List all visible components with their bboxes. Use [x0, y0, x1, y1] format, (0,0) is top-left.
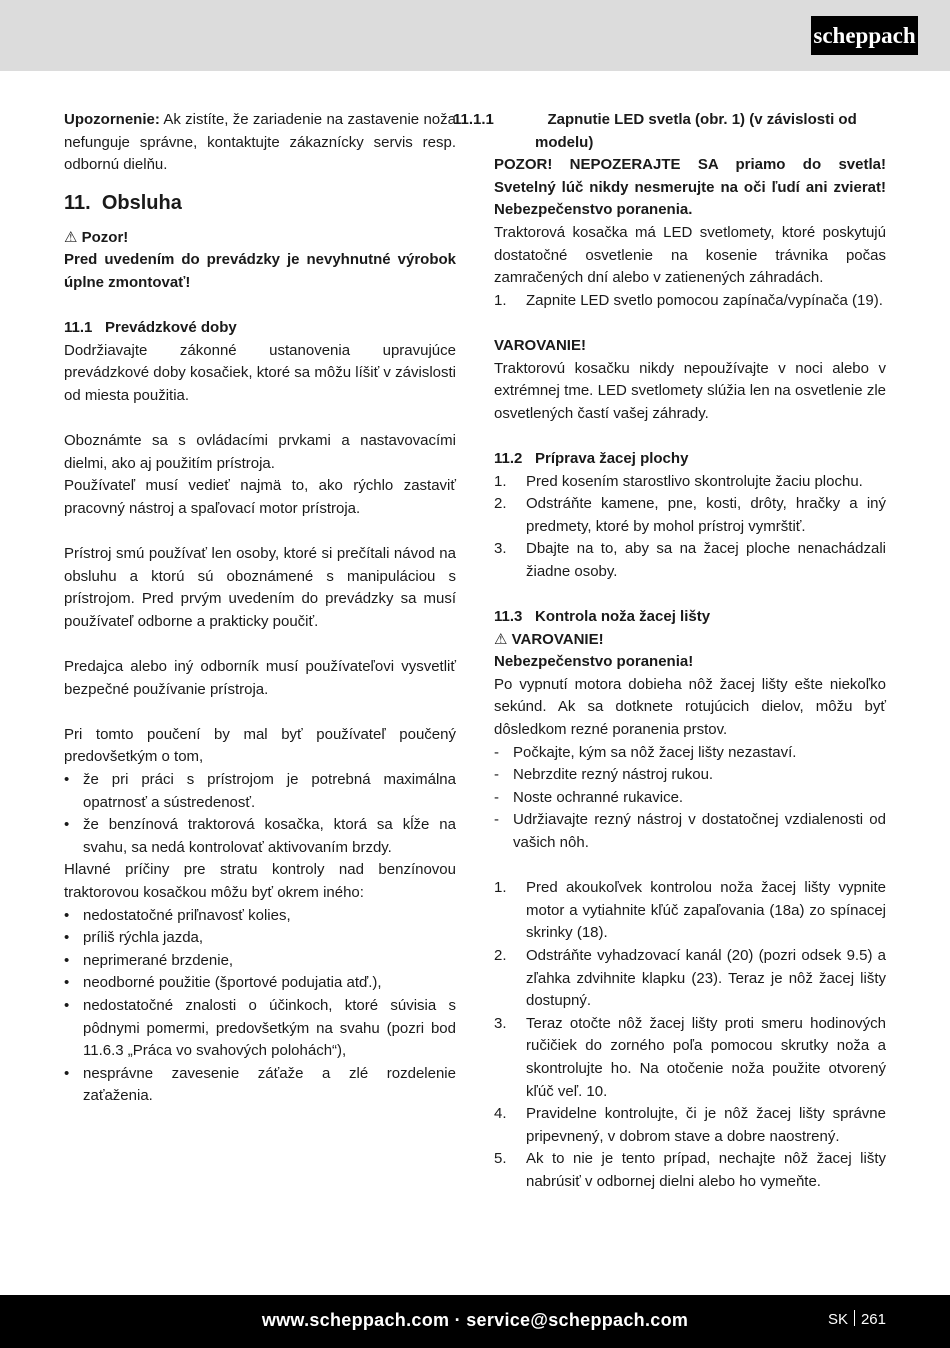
- bullet-marker: •: [64, 906, 70, 924]
- list-item: 2. Odstráňte kamene, pne, kosti, drôty, hračky a iný predmety, ktoré by mohol prístroj vymrštiť.: [494, 495, 886, 535]
- bullet-marker: •: [64, 816, 70, 834]
- subsection-number: 11.1: [64, 319, 93, 337]
- paragraph: Hlavné príčiny pre stratu kontroly nad benzínovou traktorovou kosačkou môžu byť okrem iného:: [64, 861, 456, 901]
- language-code: SK: [827, 1311, 848, 1328]
- subsection-heading: [453, 109, 886, 154]
- caution-label: Pozor!: [81, 228, 129, 246]
- paragraph: Po vypnutí motora dobieha nôž žacej lišty ešte niekoľko sekúnd. Ak sa dotknete rotujúcich dielov, môžu byť dôsledkom rezné poranenia prstov.: [494, 675, 886, 739]
- page-num: 261: [860, 1311, 886, 1328]
- paragraph: Traktorovú kosačku nikdy nepoužívajte v noci alebo v extrémnej tme. LED svetlomety slúžia len na osvetlenie zle osvetlených častí vašej záhrady.: [494, 359, 886, 422]
- dash-marker: -: [494, 766, 499, 784]
- paragraph: Prístroj smú používať len osoby, ktoré si prečítali návod na obsluhu a ktorú sú oboznámené s manipuláciou s prístrojom. Pred prvým uvedením do prevádzky sa musí používateľ odborne a prakticky poučiť.: [64, 545, 456, 630]
- paragraph: Oboznámte sa s ovládacími prvkami a nastavovacími dielmi, ako aj použitím prístroja.: [64, 432, 456, 472]
- section-heading: [64, 189, 456, 217]
- warning-heading: [494, 629, 886, 652]
- scheppach-logo: scheppach: [811, 16, 918, 55]
- bullet-marker: •: [64, 974, 70, 992]
- led-warning: POZOR! NEPOZERAJTE SA priamo do svetla! Svetelný lúč nikdy nesmerujte na oči ľudí ani zvierat! Nebezpečenstvo poranenia.: [494, 156, 886, 219]
- warning-label: VAROVANIE!: [494, 336, 586, 354]
- caution-heading: [64, 227, 456, 250]
- note-paragraph: [64, 109, 456, 177]
- subsection-title: Prevádzkové doby: [105, 319, 237, 337]
- bullet-marker: •: [64, 1064, 70, 1082]
- dash-marker: -: [494, 811, 499, 829]
- bullet-list: [64, 769, 456, 859]
- list-item: 4. Pravidelne kontrolujte, či je nôž žacej lišty správne pripevnený, v dobrom stave a dobre naostrený.: [494, 1105, 886, 1145]
- danger-text: Nebezpečenstvo poranenia!: [494, 653, 694, 671]
- page-number: [828, 1310, 886, 1330]
- paragraph: Používateľ musí vedieť najmä to, ako rýchlo zastaviť pracovný nástroj a spaľovací motor prístroja.: [64, 477, 456, 517]
- list-item: 1. Zapnite LED svetlo pomocou zapínača/vypínača (19).: [494, 291, 883, 309]
- paragraph: Dodržiavajte zákonné ustanovenia upravujúce prevádzkové doby kosačiek, ktoré sa môžu líšiť v závislosti od miesta použitia.: [64, 341, 456, 404]
- list-item: • že pri práci s prístrojom je potrebná maximálna opatrnosť a sústredenosť.: [64, 771, 456, 811]
- caution-text: Pred uvedením do prevádzky je nevyhnutné výrobok úplne zmontovať!: [64, 251, 456, 291]
- list-item: - Počkajte, kým sa nôž žacej lišty nezastaví.: [494, 742, 886, 765]
- bullet-marker: •: [64, 929, 70, 947]
- left-column: [64, 109, 456, 1108]
- list-item: • nedostatočné znalosti o účinkoch, ktoré súvisia s pôdnymi pomermi, predovšetkým na svahu (pozri bod 11.6.3 „Práca vo svahových polohách“),: [64, 996, 456, 1060]
- subsection-number: 11.3: [494, 608, 523, 626]
- warning-triangle-icon: ⚠: [494, 630, 508, 648]
- paragraph: Predajca alebo iný odborník musí používateľovi vysvetliť bezpečné používanie prístroja.: [64, 658, 456, 698]
- list-item: • nedostatočné priľnavosť kolies,: [64, 905, 456, 928]
- list-item: • nesprávne zavesenie záťaže a zlé rozdelenie zaťaženia.: [64, 1064, 456, 1105]
- list-item: - Noste ochranné rukavice.: [494, 787, 886, 810]
- subsection-heading: [494, 448, 886, 471]
- subsection-number: 11.2: [494, 449, 523, 467]
- list-item: • že benzínová traktorová kosačka, ktorá sa kĺže na svahu, sa nedá kontrolovať aktivovaním brzdy.: [64, 816, 456, 856]
- list-item: • neprimerané brzdenie,: [64, 950, 456, 973]
- numbered-list: [494, 877, 886, 1193]
- warning-label: VAROVANIE!: [511, 630, 604, 648]
- footer-links[interactable]: www.scheppach.com · service@scheppach.com: [261, 1310, 689, 1330]
- list-item: - Udržiavajte rezný nástroj v dostatočnej vzdialenosti od vašich nôh.: [494, 811, 886, 851]
- note-text: Ak zistíte, že zariadenie na zastavenie noža nefunguje správne, kontaktujte zákaznícky servis resp. odbornú dielňu.: [64, 111, 456, 174]
- subsection-number: 11.1.1: [453, 111, 494, 128]
- list-item: • neodborné použitie (športové podujatia atď.),: [64, 972, 456, 995]
- numbered-list: [494, 290, 886, 313]
- subsection-title: Kontrola noža žacej lišty: [535, 608, 711, 626]
- list-item: 2. Odstráňte vyhadzovací kanál (20) (pozri odsek 9.5) a zľahka zdvihnite klapku (23). Teraz je nôž žacej lišty dostupný.: [494, 946, 886, 1010]
- list-item: 5. Ak to nie je tento prípad, nechajte nôž žacej lišty nabrúsiť v odbornej dielni alebo ho vymeňte.: [494, 1150, 886, 1190]
- bullet-list: [64, 905, 456, 1108]
- list-item: 1. Pred akoukoľvek kontrolou noža žacej lišty vypnite motor a vytiahnite kľúč zapaľovania (18a) zo spínacej skrinky (18).: [494, 879, 886, 942]
- subsection-heading: [64, 317, 456, 340]
- numbered-list: [494, 471, 886, 584]
- paragraph: Pri tomto poučení by mal byť používateľ poučený predovšetkým o tom,: [64, 725, 456, 766]
- dash-list: [494, 742, 886, 855]
- subsection-heading: [494, 606, 886, 629]
- section-number: 11.: [64, 191, 91, 214]
- list-item: 1. Pred kosením starostlivo skontrolujte žaciu plochu.: [494, 472, 863, 490]
- list-item: - Nebrzdite rezný nástroj rukou.: [494, 764, 886, 787]
- note-label: Upozornenie:: [64, 111, 160, 128]
- bullet-marker: •: [64, 996, 70, 1014]
- footer-bar: [0, 1295, 950, 1348]
- separator: [854, 1310, 855, 1326]
- dash-marker: -: [494, 743, 499, 761]
- right-column: [453, 109, 886, 1194]
- dash-marker: -: [494, 788, 499, 806]
- header-bar: [0, 0, 950, 71]
- subsection-title: Zapnutie LED svetla (obr. 1) (v závislosti od modelu): [535, 111, 857, 151]
- paragraph: Traktorová kosačka má LED svetlomety, ktoré poskytujú dostatočné osvetlenie na kosenie trávnika počas zamračených dní alebo v zatienených záhradách.: [494, 223, 886, 287]
- subsection-title: Príprava žacej plochy: [535, 449, 689, 467]
- list-item: • príliš rýchla jazda,: [64, 927, 456, 950]
- bullet-marker: •: [64, 771, 70, 789]
- section-title: Obsluha: [101, 191, 182, 214]
- list-item: 3. Teraz otočte nôž žacej lišty proti smeru hodinových ručičiek do zorného poľa pomocou skrutky noža a skontrolujte ho. Na otočenie noža použite otvorený kľúč veľ. 10.: [494, 1014, 886, 1100]
- list-item: 3. Dbajte na to, aby sa na žacej ploche nenachádzali žiadne osoby.: [494, 540, 886, 580]
- warning-triangle-icon: ⚠: [64, 228, 78, 246]
- bullet-marker: •: [64, 951, 70, 969]
